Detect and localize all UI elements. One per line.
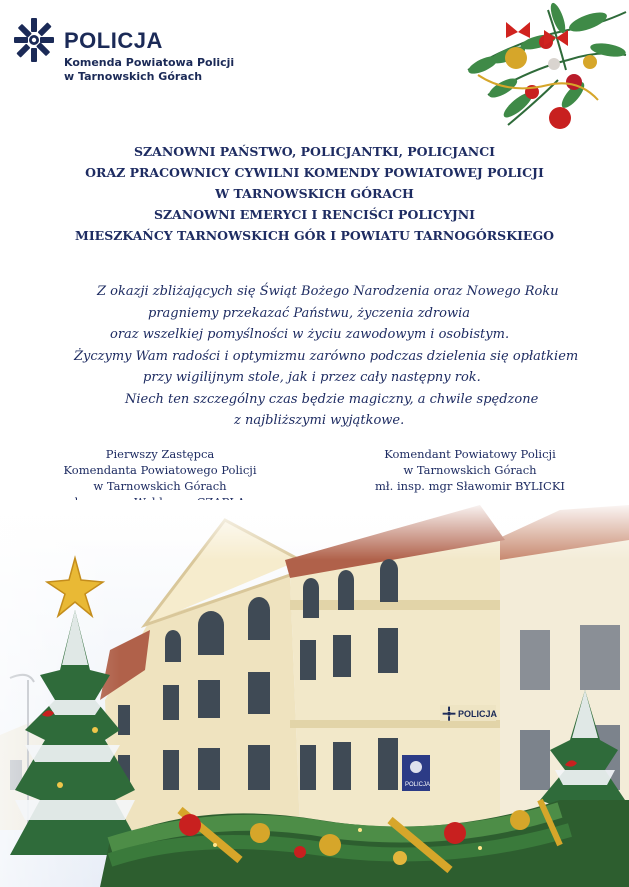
wishes-line: Życzymy Wam radości i optymizmu zarówno podczas dzielenia się opłatkiem (74, 348, 579, 364)
wishes-line: pragniemy przekazać Państwu, życzenia zdrowia (148, 305, 470, 321)
bauble-icon (505, 47, 527, 69)
logo-subtitle-line: w Tarnowskich Górach (64, 70, 203, 83)
christmas-branch-decoration (448, 0, 629, 140)
bauble-icon (510, 810, 530, 830)
wishes-text (0, 281, 629, 432)
building-sign-text: POLICJA (458, 709, 498, 719)
logo-subtitle-line: Komenda Powiatowa Policji (64, 56, 235, 69)
heading-line: SZANOWNI PAŃSTWO, POLICJANTKI, POLICJANCI (133, 144, 495, 159)
signature-line: Komendanta Powiatowego Policji (63, 463, 257, 477)
wishes-line: Z okazji zbliżających się Świąt Bożego Narodzenia oraz Nowego Roku (97, 284, 559, 299)
sign-plate-text: POLICJA (405, 782, 431, 788)
bauble-icon (548, 58, 560, 70)
heading-line: SZANOWNI EMERYCI I RENCIŚCI POLICYJNI (153, 207, 476, 222)
heading-line: W TARNOWSKICH GÓRACH (215, 186, 414, 201)
bauble-icon (583, 55, 597, 69)
logo-subtitle (64, 56, 234, 84)
signature-line: w Tarnowskich Górach (93, 479, 227, 493)
wishes-line: Niech ten szczególny czas będzie magiczny, a chwile spędzone (125, 391, 539, 407)
bauble-icon (549, 107, 571, 129)
signature-line: w Tarnowskich Górach (403, 463, 537, 477)
signature-commander (350, 446, 590, 494)
addressees-heading (0, 141, 629, 246)
wishes-line: z najbliższymi wyjątkowe. (234, 413, 405, 428)
police-logo (12, 16, 252, 96)
bauble-icon (250, 823, 270, 843)
wishes-line: oraz wszelkiej pomyślności w życiu zawodowym i osobistym. (110, 327, 510, 342)
logo-title: POLICJA (64, 28, 163, 53)
bauble-icon (444, 822, 466, 844)
wishes-line: przy wigilijnym stole, jak i przez cały następny rok. (143, 370, 481, 385)
police-building-illustration (0, 500, 629, 887)
ribbon-bow-icon (506, 22, 530, 38)
bauble-icon (179, 814, 201, 836)
bauble-icon (393, 851, 407, 865)
signature-line: Komendant Powiatowy Policji (384, 447, 556, 461)
bauble-icon (319, 834, 341, 856)
heading-line: ORAZ PRACOWNICY CYWILNI KOMENDY POWIATOWEJ POLICJI (85, 165, 544, 180)
signature-line: Pierwszy Zastępca (105, 447, 215, 461)
heading-line: MIESZKAŃCY TARNOWSKICH GÓR I POWIATU TARNOGÓRSKIEGO (74, 228, 555, 243)
signature-line: mł. insp. mgr Sławomir BYLICKI (375, 479, 565, 493)
police-star-icon (12, 16, 56, 64)
bauble-icon (294, 846, 306, 858)
